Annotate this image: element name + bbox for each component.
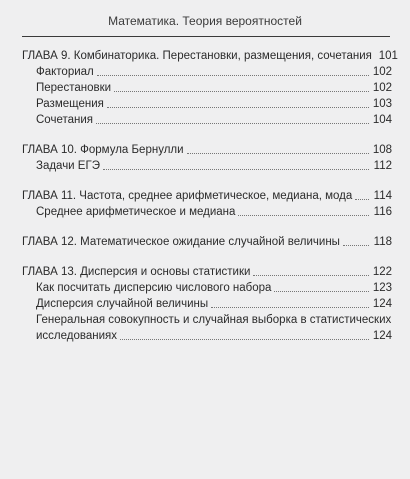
section-title-line-2: исследованиях <box>36 330 118 342</box>
section-title: Сочетания <box>36 114 93 126</box>
page-number: 116 <box>373 206 392 218</box>
toc-entry-chapter[interactable] <box>22 142 392 158</box>
toc-entry-section[interactable] <box>22 96 392 112</box>
page-number: 124 <box>372 330 392 342</box>
section-title: Среднее арифметическое и медиана <box>36 206 236 218</box>
dot-leader <box>103 168 369 170</box>
toc-entry-section[interactable] <box>22 204 392 220</box>
toc-entry-section-wrapped[interactable] <box>22 312 392 344</box>
toc-entry-chapter[interactable] <box>22 234 392 250</box>
dot-leader <box>96 122 369 124</box>
toc-entry-section[interactable] <box>22 296 392 312</box>
dot-leader <box>343 244 369 246</box>
chapter-title: ГЛАВА 9. Комбинаторика. Перестановки, размещения, сочетания <box>22 50 372 62</box>
section-title: Задачи ЕГЭ <box>36 160 100 172</box>
chapter-title: ГЛАВА 11. Частота, среднее арифметическое, медиана, мода <box>22 190 353 202</box>
page-number: 102 <box>372 66 392 78</box>
section-title-last-line <box>36 328 392 344</box>
dot-leader <box>238 214 369 216</box>
dot-leader <box>274 290 369 292</box>
page-number: 118 <box>373 236 392 248</box>
section-title: Как посчитать дисперсию числового набора <box>36 282 272 294</box>
toc-entry-section[interactable] <box>22 112 392 128</box>
chapter-11 <box>22 188 392 220</box>
page-number: 104 <box>372 114 392 126</box>
dot-leader <box>114 90 369 92</box>
dot-leader <box>120 338 369 340</box>
section-title-line-1: Генеральная совокупность и случайная выборка в статистических <box>36 314 392 326</box>
toc-entry-chapter[interactable] <box>22 48 398 64</box>
chapter-title: ГЛАВА 10. Формула Бернулли <box>22 144 184 156</box>
dot-leader <box>97 74 369 76</box>
dot-leader <box>107 106 369 108</box>
section-title: Размещения <box>36 98 104 110</box>
table-of-contents <box>22 48 398 358</box>
header-rule <box>22 36 390 37</box>
toc-entry-chapter[interactable] <box>22 264 392 280</box>
page-number: 101 <box>378 50 398 62</box>
section-title: Дисперсия случайной величины <box>36 298 209 310</box>
page-number: 122 <box>372 266 392 278</box>
dot-leader <box>355 198 369 200</box>
page-number: 123 <box>372 282 392 294</box>
dot-leader <box>253 274 369 276</box>
chapter-title: ГЛАВА 12. Математическое ожидание случайной величины <box>22 236 340 248</box>
page-number: 124 <box>372 298 392 310</box>
chapter-12 <box>22 234 392 250</box>
toc-entry-section[interactable] <box>22 158 392 174</box>
dot-leader <box>187 152 369 154</box>
chapter-title: ГЛАВА 13. Дисперсия и основы статистики <box>22 266 251 278</box>
chapter-10 <box>22 142 392 174</box>
toc-entry-section[interactable] <box>22 80 392 96</box>
chapter-9 <box>22 48 398 128</box>
page-number: 103 <box>372 98 392 110</box>
chapter-13 <box>22 264 392 344</box>
toc-entry-section[interactable] <box>22 64 392 80</box>
toc-entry-section[interactable] <box>22 280 392 296</box>
section-title: Перестановки <box>36 82 112 94</box>
running-header: Математика. Теория вероятностей <box>108 14 302 28</box>
toc-entry-chapter[interactable] <box>22 188 392 204</box>
section-title: Факториал <box>36 66 94 78</box>
page-number: 102 <box>372 82 392 94</box>
page-number: 114 <box>373 190 392 202</box>
page-number: 108 <box>372 144 392 156</box>
page-number: 112 <box>373 160 392 172</box>
dot-leader <box>211 306 369 308</box>
